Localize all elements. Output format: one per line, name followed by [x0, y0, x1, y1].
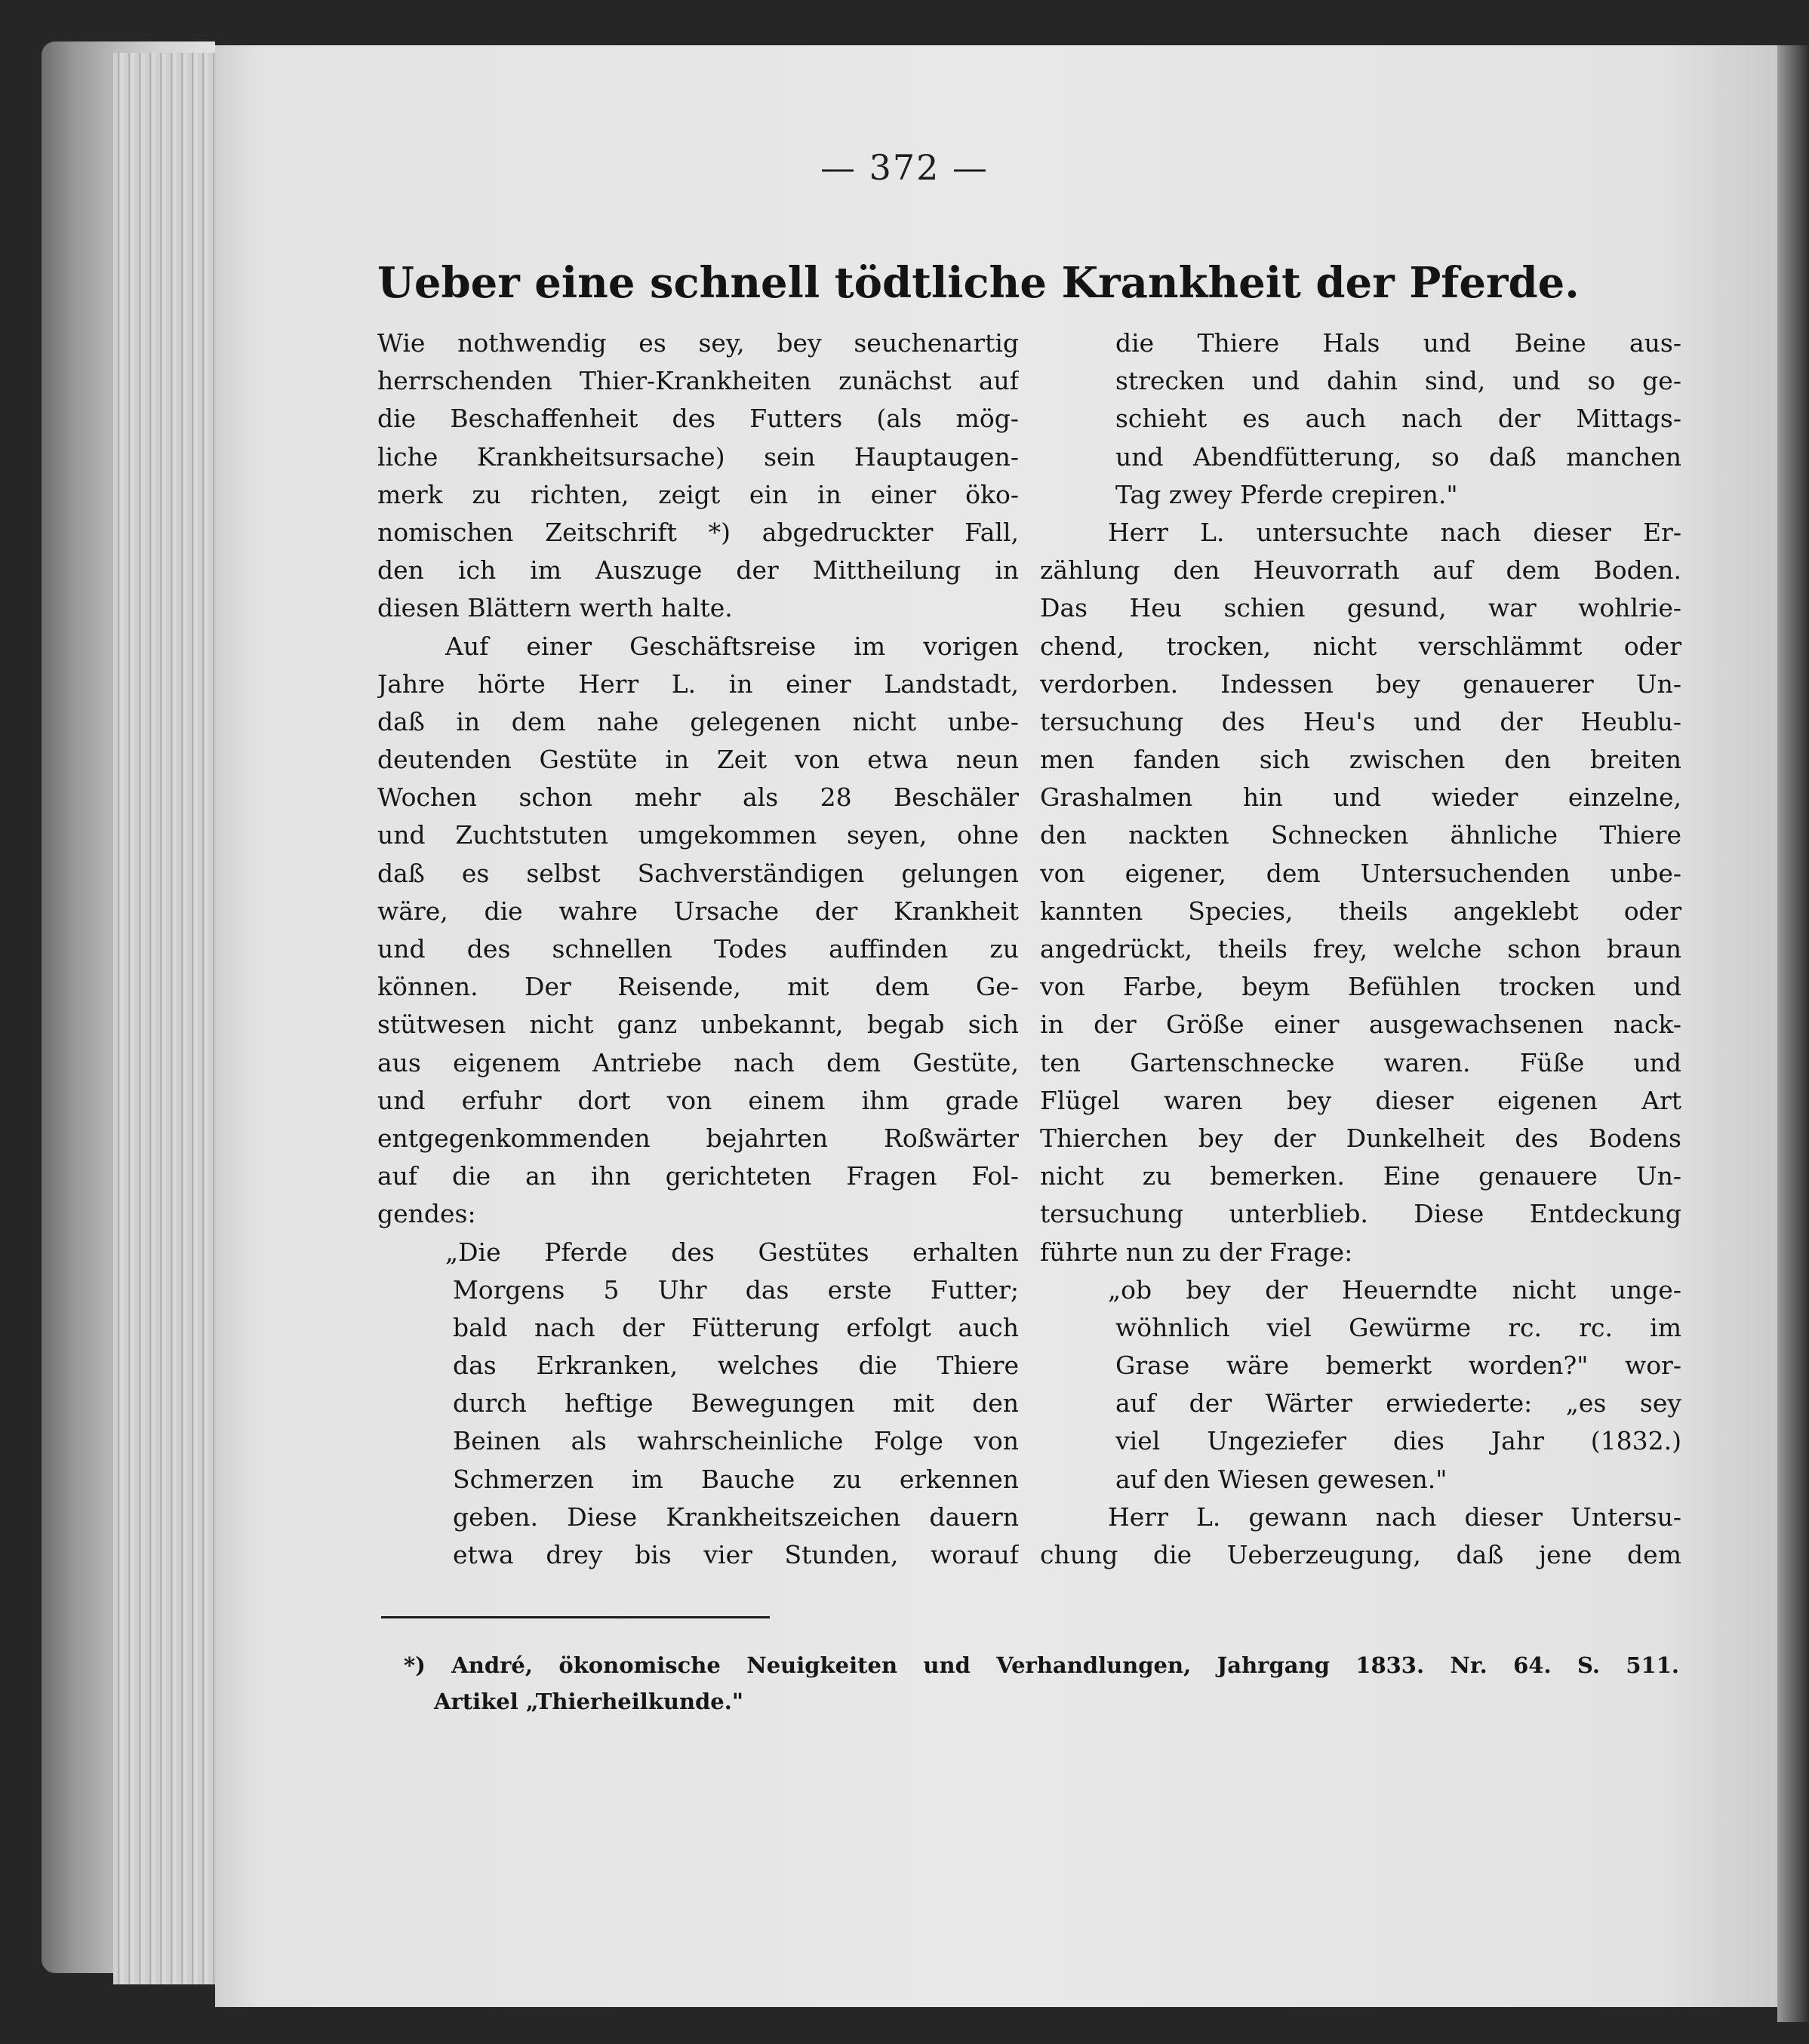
left-text-column: [377, 324, 1019, 1574]
text-line: führte nun zu der Frage:: [1040, 1237, 1353, 1267]
text-line: zählung den Heuvorrath auf dem Boden.: [1040, 555, 1681, 586]
text-line: kannten Species, theils angeklebt oder: [1040, 896, 1681, 926]
text-line: Jahre hörte Herr L. in einer Landstadt,: [377, 669, 1019, 699]
text-line: wäre, die wahre Ursache der Krankheit: [377, 896, 1019, 926]
text-line: Thierchen bey der Dunkelheit des Bodens: [1040, 1123, 1681, 1153]
text-line: Tag zwey Pferde crepiren.": [1115, 479, 1458, 509]
footnote-divider: [381, 1616, 770, 1618]
text-line: viel Ungeziefer dies Jahr (1832.): [1115, 1426, 1681, 1456]
page-number: — 372 —: [820, 147, 989, 188]
text-line: diesen Blättern werth halte.: [377, 593, 733, 623]
text-line: liche Krankheitsursache) sein Hauptaugen-: [377, 441, 1019, 472]
text-line: Herr L. untersuchte nach dieser Er-: [1108, 517, 1681, 547]
text-line: nicht zu bemerken. Eine genauere Un-: [1040, 1161, 1681, 1191]
text-line: etwa drey bis vier Stunden, worauf: [453, 1540, 1019, 1569]
text-line: schieht es auch nach der Mittags-: [1115, 404, 1681, 434]
text-line: entgegenkommenden bejahrten Roßwärter: [377, 1123, 1019, 1153]
text-line: das Erkranken, welches die Thiere: [453, 1351, 1019, 1381]
text-line: Beinen als wahrscheinliche Folge von: [453, 1426, 1019, 1456]
text-line: von eigener, dem Untersuchenden unbe-: [1040, 858, 1681, 888]
text-line: den nackten Schnecken ähnliche Thiere: [1040, 820, 1681, 850]
text-line: geben. Diese Krankheitszeichen dauern: [453, 1501, 1019, 1532]
text-line: chung die Ueberzeugung, daß jene dem: [1040, 1540, 1681, 1569]
text-line: chend, trocken, nicht verschlämmt oder: [1040, 631, 1681, 661]
text-line: die Thiere Hals und Beine aus-: [1115, 328, 1681, 358]
text-line: daß in dem nahe gelegenen nicht unbe-: [377, 706, 1019, 736]
text-line: wöhnlich viel Gewürme rc. rc. im: [1115, 1312, 1681, 1342]
text-line: tersuchung unterblieb. Diese Entdeckung: [1040, 1199, 1681, 1229]
text-line: in der Größe einer ausgewachsenen nack-: [1040, 1010, 1681, 1040]
text-line: ten Gartenschnecke waren. Füße und: [1040, 1047, 1681, 1077]
text-line: und erfuhr dort von einem ihm grade: [377, 1085, 1019, 1115]
text-line: Morgens 5 Uhr das erste Futter;: [453, 1274, 1019, 1305]
text-line: auf den Wiesen gewesen.": [1115, 1464, 1448, 1494]
text-line: Wochen schon mehr als 28 Beschäler: [377, 782, 1019, 813]
text-line: gendes:: [377, 1199, 476, 1229]
text-line: angedrückt, theils frey, welche schon braun: [1040, 934, 1681, 964]
text-line: auf die an ihn gerichteten Fragen Fol-: [377, 1161, 1019, 1191]
text-line: Wie nothwendig es sey, bey seuchenartig: [377, 328, 1019, 358]
text-line: und Zuchtstuten umgekommen seyen, ohne: [377, 820, 1019, 850]
text-line: herrschenden Thier-Krankheiten zunächst auf: [377, 366, 1019, 396]
text-line: durch heftige Bewegungen mit den: [453, 1388, 1019, 1419]
text-line: von Farbe, beym Befühlen trocken und: [1040, 972, 1681, 1002]
text-line: Das Heu schien gesund, war wohlrie-: [1040, 593, 1681, 623]
page-stack-edges: [113, 53, 219, 1984]
text-line: bald nach der Fütterung erfolgt auch: [453, 1312, 1019, 1342]
text-line: men fanden sich zwischen den breiten: [1040, 745, 1681, 775]
text-line: nomischen Zeitschrift *) abgedruckter Fall,: [377, 517, 1019, 547]
text-line: merk zu richten, zeigt ein in einer öko-: [377, 479, 1019, 509]
right-text-column: [1040, 324, 1681, 1574]
article-title: Ueber eine schnell tödtliche Krankheit der Pferde.: [377, 258, 1580, 308]
text-line: Flügel waren bey dieser eigenen Art: [1040, 1085, 1681, 1115]
text-line: Schmerzen im Bauche zu erkennen: [453, 1464, 1019, 1494]
text-line: die Beschaffenheit des Futters (als mög-: [377, 404, 1019, 434]
text-line: Auf einer Geschäftsreise im vorigen: [445, 631, 1019, 661]
text-line: und Abendfütterung, so daß manchen: [1115, 441, 1681, 472]
text-line: auf der Wärter erwiederte: „es sey: [1115, 1388, 1681, 1419]
text-line: können. Der Reisende, mit dem Ge-: [377, 972, 1019, 1002]
text-line: aus eigenem Antriebe nach dem Gestüte,: [377, 1047, 1019, 1077]
text-line: Grashalmen hin und wieder einzelne,: [1040, 782, 1681, 813]
text-line: tersuchung des Heu's und der Heublu-: [1040, 706, 1681, 736]
text-line: Herr L. gewann nach dieser Untersu-: [1108, 1501, 1681, 1532]
text-line: verdorben. Indessen bey genauerer Un-: [1040, 669, 1681, 699]
text-line: und des schnellen Todes auffinden zu: [377, 934, 1019, 964]
text-line: Grase wäre bemerkt worden?" wor-: [1115, 1351, 1681, 1381]
page-right-shadow: [1777, 45, 1809, 2022]
text-line: daß es selbst Sachverständigen gelungen: [377, 858, 1019, 888]
footnote-line: *) André, ökonomische Neuigkeiten und Verhandlungen, Jahrgang 1833. Nr. 64. S. 511.: [404, 1652, 1679, 1678]
text-line: „Die Pferde des Gestütes erhalten: [445, 1237, 1019, 1267]
text-line: stütwesen nicht ganz unbekannt, begab sich: [377, 1010, 1019, 1040]
text-line: deutenden Gestüte in Zeit von etwa neun: [377, 745, 1019, 775]
footnote: [404, 1647, 1679, 1720]
footnote-line: Artikel „Thierheilkunde.": [434, 1689, 743, 1714]
text-line: strecken und dahin sind, und so ge-: [1115, 366, 1681, 396]
text-line: den ich im Auszuge der Mittheilung in: [377, 555, 1019, 586]
text-line: „ob bey der Heuerndte nicht unge-: [1108, 1274, 1681, 1305]
